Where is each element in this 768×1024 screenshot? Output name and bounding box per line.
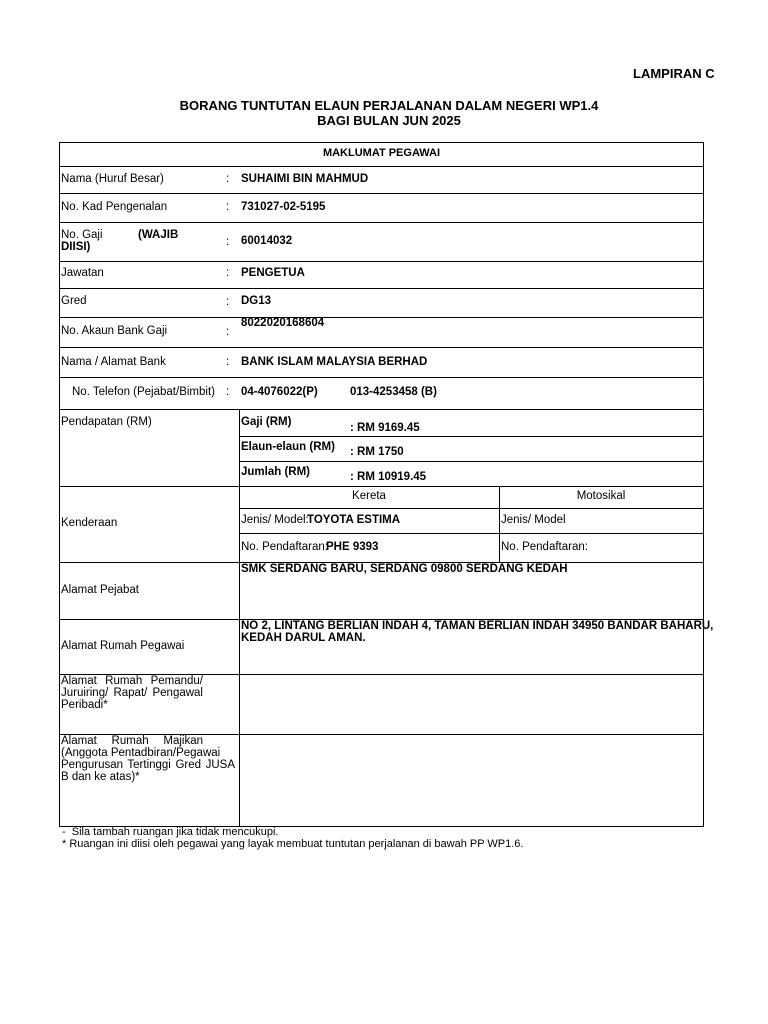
colon: :: [226, 173, 230, 185]
gaji-rm-value: : RM 9169.45: [350, 422, 420, 434]
gaji-no-label: No. Gaji: [61, 229, 103, 241]
pendapatan-label: Pendapatan (RM): [61, 416, 152, 428]
kenderaan-label: Kenderaan: [61, 517, 118, 529]
alamat-rumah-label: Alamat Rumah Pegawai: [61, 640, 185, 652]
bank-value: BANK ISLAM MALAYSIA BERHAD: [241, 356, 428, 368]
gaji-no-value: 60014032: [241, 235, 293, 247]
alamat-pejabat-value: SMK SERDANG BARU, SERDANG 09800 SERDANG KEDAH: [241, 563, 568, 575]
akaun-bank-value: 8022020168604: [241, 317, 325, 329]
telefon-office-value: 04-4076022(P): [241, 386, 318, 398]
kereta-reg-label: No. Pendaftaran:: [241, 541, 328, 553]
nama-value: SUHAIMI BIN MAHMUD: [241, 173, 369, 185]
bank-label: Nama / Alamat Bank: [61, 356, 166, 368]
alamat-rumah-value-line1: NO 2, LINTANG BERLIAN INDAH 4, TAMAN BERLIAN INDAH 34950 BANDAR BAHARU,: [241, 620, 714, 632]
note-eligible-officer: * Ruangan ini diisi oleh pegawai yang layak membuat tuntutan perjalanan di bawah PP WP1.6.: [62, 838, 524, 850]
alamat-pemandu-label-line3: Peribadi*: [61, 699, 108, 711]
gaji-no-required-note-cont: DIISI): [61, 241, 91, 253]
form-title: BORANG TUNTUTAN ELAUN PERJALANAN DALAM NEGERI WP1.4: [179, 98, 599, 113]
appendix-label: LAMPIRAN C: [633, 66, 715, 81]
nama-label: Nama (Huruf Besar): [61, 173, 164, 185]
motosikal-reg-label: No. Pendaftaran:: [501, 541, 588, 553]
note-add-space: - Sila tambah ruangan jika tidak mencukupi.: [62, 826, 279, 838]
kereta-header: Kereta: [352, 490, 386, 502]
kereta-reg-value: PHE 9393: [326, 541, 379, 553]
gred-value: DG13: [241, 295, 272, 307]
jawatan-value: PENGETUA: [241, 267, 305, 279]
alamat-majikan-label-line3: Pengurusan Tertinggi Gred JUSA: [61, 759, 235, 771]
elaun-rm-label: Elaun-elaun (RM): [241, 441, 335, 453]
motosikal-header: Motosikal: [576, 490, 626, 502]
kad-pengenalan-label: No. Kad Pengenalan: [61, 201, 168, 213]
gaji-no-required-note: (WAJIB: [138, 229, 179, 241]
alamat-majikan-label-line2: (Anggota Pentadbiran/Pegawai: [61, 747, 221, 759]
colon: :: [226, 356, 230, 368]
telefon-label: No. Telefon (Pejabat/Bimbit): [72, 386, 215, 398]
form-subtitle: BAGI BULAN JUN 2025: [317, 113, 461, 128]
colon: :: [226, 267, 230, 279]
colon: :: [226, 386, 230, 398]
gaji-rm-label: Gaji (RM): [241, 416, 292, 428]
kad-pengenalan-value: 731027-02-5195: [241, 201, 326, 213]
alamat-majikan-label-line4: B dan ke atas)*: [61, 771, 140, 783]
elaun-rm-value: : RM 1750: [350, 446, 404, 458]
motosikal-model-label: Jenis/ Model: [501, 514, 566, 526]
kereta-model-value: TOYOTA ESTIMA: [307, 514, 401, 526]
colon: :: [226, 296, 230, 308]
jumlah-rm-label: Jumlah (RM): [241, 466, 310, 478]
section-header: MAKLUMAT PEGAWAI: [322, 147, 441, 159]
kereta-model-label: Jenis/ Model:: [241, 514, 309, 526]
jumlah-rm-value: : RM 10919.45: [350, 471, 427, 483]
alamat-pejabat-label: Alamat Pejabat: [61, 584, 139, 596]
alamat-rumah-value-line2: KEDAH DARUL AMAN.: [241, 632, 366, 644]
telefon-mobile-value: 013-4253458 (B): [350, 386, 437, 398]
jawatan-label: Jawatan: [61, 267, 104, 279]
colon: :: [226, 236, 230, 248]
alamat-pemandu-label-line1: Alamat Rumah Pemandu/: [61, 675, 203, 687]
gred-label: Gred: [61, 295, 87, 307]
colon: :: [226, 201, 230, 213]
colon: :: [226, 326, 230, 338]
alamat-majikan-label-line1: Alamat Rumah Majikan: [61, 735, 203, 747]
akaun-bank-label: No. Akaun Bank Gaji: [61, 325, 168, 337]
alamat-pemandu-label-line2: Juruiring/ Rapat/ Pengawal: [61, 687, 203, 699]
